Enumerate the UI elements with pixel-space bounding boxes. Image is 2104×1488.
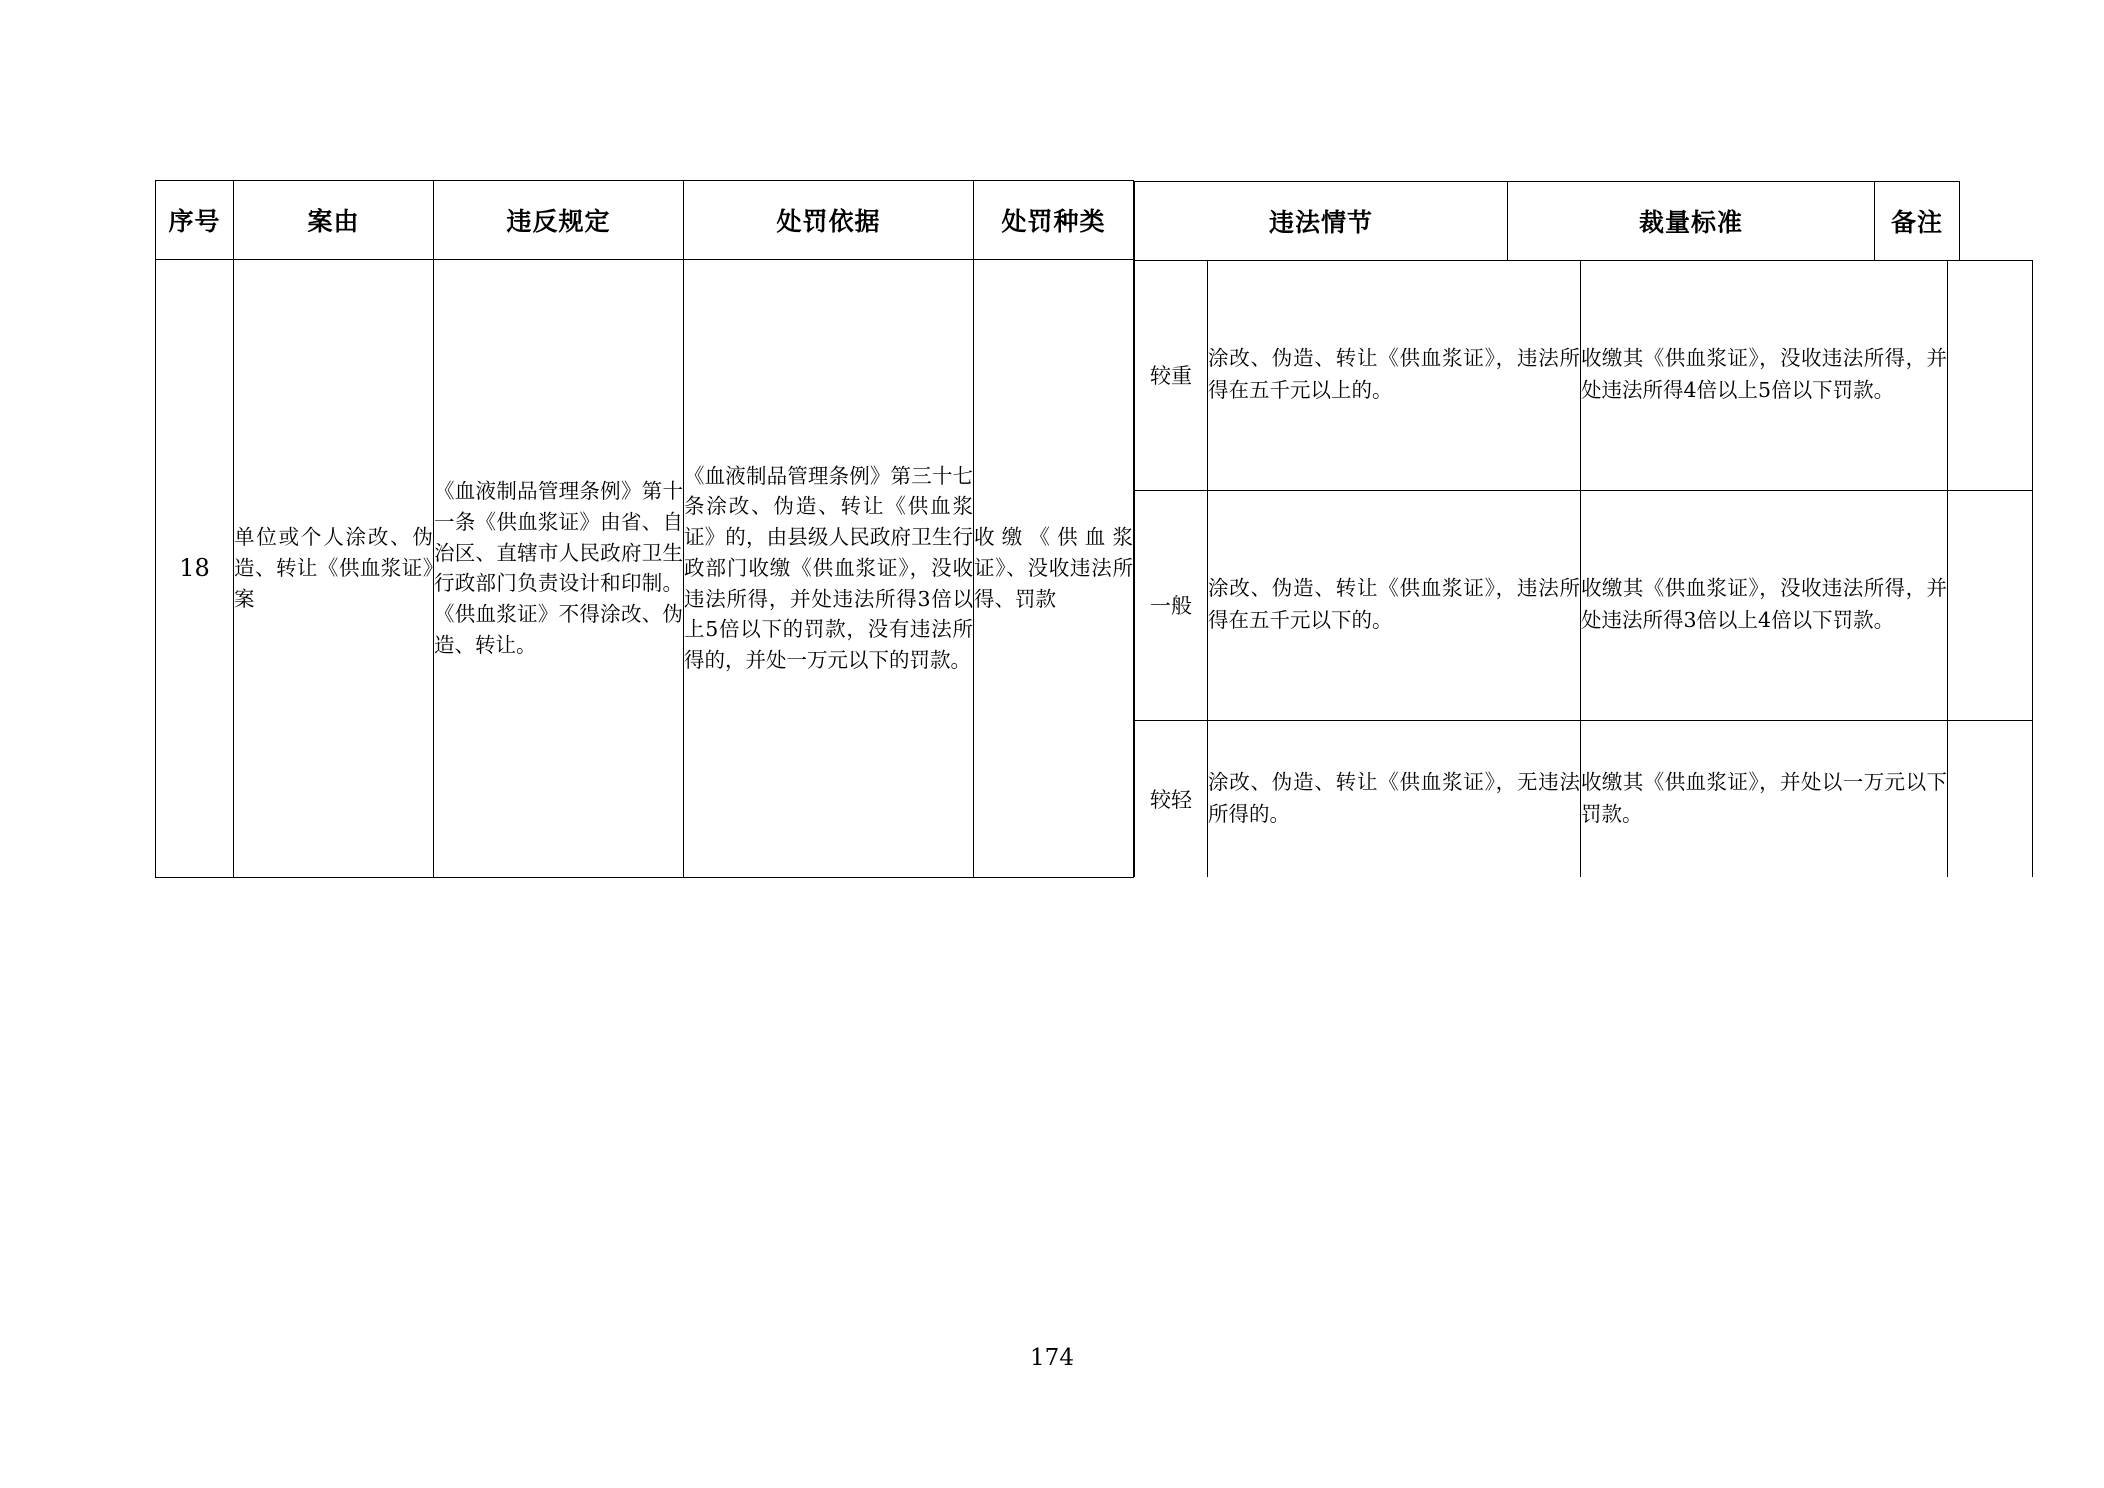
- header-circumstance: 违法情节: [1135, 181, 1508, 260]
- level-circumstance: 涂改、伪造、转让《供血浆证》，无违法所得的。: [1208, 720, 1581, 877]
- level-circumstance: 涂改、伪造、转让《供血浆证》，违法所得在五千元以下的。: [1208, 490, 1581, 720]
- level-standard: 收缴其《供血浆证》，没收违法所得，并处违法所得4倍以上5倍以下罚款。: [1581, 260, 1948, 490]
- table-header-row: [156, 181, 1956, 260]
- header-penalty-basis: 处罚依据: [684, 181, 974, 260]
- header-penalty-type: 处罚种类: [974, 181, 1134, 260]
- discretion-standard-table: [155, 180, 1955, 878]
- level-row: [1135, 720, 2033, 877]
- cell-levels-group: [1134, 260, 1956, 878]
- level-severity: 较轻: [1135, 720, 1208, 877]
- level-standard: 收缴其《供血浆证》，没收违法所得，并处违法所得3倍以上4倍以下罚款。: [1581, 490, 1948, 720]
- cell-violated-rule: 《血液制品管理条例》第十一条《供血浆证》由省、自治区、直辖市人民政府卫生行政部门负责设计和印制。《供血浆证》不得涂改、伪造、转让。: [434, 260, 684, 878]
- level-row: [1135, 490, 2033, 720]
- table: [155, 180, 1956, 878]
- level-note: [1948, 260, 2033, 490]
- header-subtable: [1134, 181, 1960, 260]
- header-group-right: [1134, 181, 1956, 260]
- header-case-name: 案由: [234, 181, 434, 260]
- level-severity: 较重: [1135, 260, 1208, 490]
- header-standard: 裁量标准: [1508, 181, 1875, 260]
- cell-index: 18: [156, 260, 234, 878]
- table-row: [156, 260, 1956, 878]
- level-circumstance: 涂改、伪造、转让《供血浆证》，违法所得在五千元以上的。: [1208, 260, 1581, 490]
- level-note: [1948, 490, 2033, 720]
- header-violated-rule: 违反规定: [434, 181, 684, 260]
- header-index: 序号: [156, 181, 234, 260]
- cell-penalty-basis: 《血液制品管理条例》第三十七条涂改、伪造、转让《供血浆证》的，由县级人民政府卫生行政部门收缴《供血浆证》，没收违法所得，并处违法所得3倍以上5倍以下的罚款，没有违法所得的，并处一万元以下的罚款。: [684, 260, 974, 878]
- cell-case-name: 单位或个人涂改、伪造、转让《供血浆证》案: [234, 260, 434, 878]
- levels-subtable: [1134, 260, 2033, 878]
- header-note: 备注: [1875, 181, 1960, 260]
- level-note: [1948, 720, 2033, 877]
- level-row: [1135, 260, 2033, 490]
- level-standard: 收缴其《供血浆证》，并处以一万元以下罚款。: [1581, 720, 1948, 877]
- page-number: 174: [1030, 1345, 1074, 1371]
- level-severity: 一般: [1135, 490, 1208, 720]
- cell-penalty-type: 收缴《供血浆证》、没收违法所得、罚款: [974, 260, 1134, 878]
